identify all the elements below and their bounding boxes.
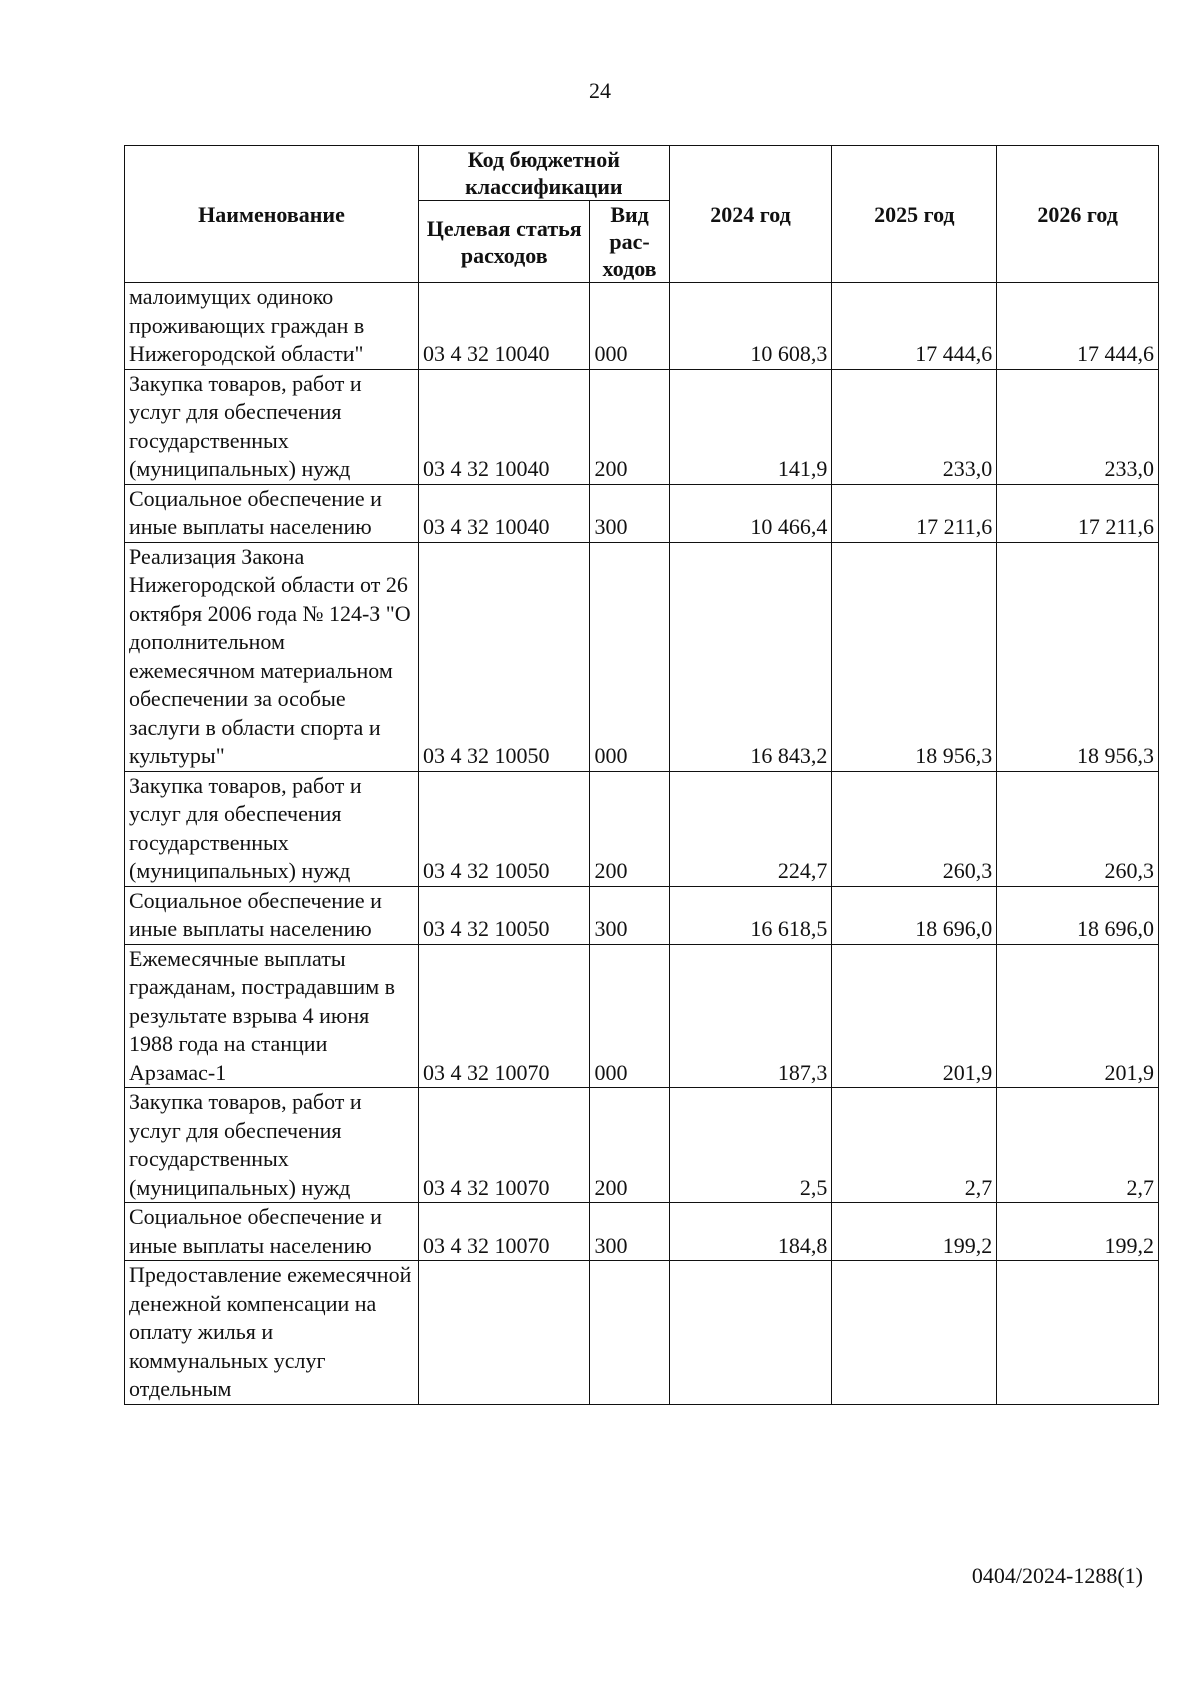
row-name: Социальное обеспечение и иные выплаты населению [125,484,419,542]
row-target-article: 03 4 32 10050 [419,886,590,944]
row-target-article: 03 4 32 10040 [419,369,590,484]
row-value-2025: 18 696,0 [832,886,997,944]
row-value-2025: 18 956,3 [832,542,997,771]
row-expense-type: 000 [590,542,669,771]
table-row [125,484,1159,542]
row-value-2025 [832,1261,997,1405]
row-value-2026: 18 696,0 [997,886,1159,944]
header-code-group: Код бюджетной классификации [419,146,670,201]
row-value-2025: 233,0 [832,369,997,484]
row-expense-type: 300 [590,886,669,944]
row-name: Социальное обеспечение и иные выплаты населению [125,886,419,944]
row-target-article: 03 4 32 10050 [419,542,590,771]
row-target-article: 03 4 32 10070 [419,1088,590,1203]
row-value-2026 [997,1261,1159,1405]
row-expense-type: 200 [590,771,669,886]
row-target-article: 03 4 32 10040 [419,484,590,542]
row-name: Закупка товаров, работ и услуг для обеспечения государственных (муниципальных) нужд [125,1088,419,1203]
table-row [125,771,1159,886]
row-expense-type: 300 [590,1203,669,1261]
budget-table [124,145,1159,1405]
row-target-article: 03 4 32 10040 [419,283,590,370]
row-expense-type: 200 [590,369,669,484]
table-row [125,542,1159,771]
row-name: Предоставление ежемесячной денежной компенсации на оплату жилья и коммунальных услуг отдельным [125,1261,419,1405]
row-target-article: 03 4 32 10070 [419,1203,590,1261]
row-value-2024 [669,1261,832,1405]
row-value-2026: 2,7 [997,1088,1159,1203]
row-expense-type: 000 [590,283,669,370]
header-target-article: Целевая статья расходов [419,201,590,283]
header-year-2024: 2024 год [669,146,832,283]
row-value-2025: 260,3 [832,771,997,886]
row-value-2026: 233,0 [997,369,1159,484]
row-value-2024: 224,7 [669,771,832,886]
row-value-2026: 17 211,6 [997,484,1159,542]
row-value-2024: 184,8 [669,1203,832,1261]
page-number: 24 [589,78,611,103]
row-expense-type: 200 [590,1088,669,1203]
row-value-2025: 2,7 [832,1088,997,1203]
row-value-2025: 17 211,6 [832,484,997,542]
row-expense-type [590,1261,669,1405]
row-name: Ежемесячные выплаты гражданам, пострадавшим в результате взрыва 4 июня 1988 года на станции Арзамас-1 [125,944,419,1088]
header-expense-type: Вид рас-ходов [590,201,669,283]
row-name: Закупка товаров, работ и услуг для обеспечения государственных (муниципальных) нужд [125,771,419,886]
row-value-2026: 17 444,6 [997,283,1159,370]
row-name: Реализация Закона Нижегородской области от 26 октября 2006 года № 124-З "О дополнительном ежемесячном материальном обеспечении за особые заслуги в области спорта и культуры" [125,542,419,771]
row-value-2025: 17 444,6 [832,283,997,370]
row-value-2026: 260,3 [997,771,1159,886]
table-row [125,1203,1159,1261]
row-value-2026: 199,2 [997,1203,1159,1261]
row-target-article: 03 4 32 10070 [419,944,590,1088]
table-row [125,1088,1159,1203]
row-value-2026: 201,9 [997,944,1159,1088]
row-name: Закупка товаров, работ и услуг для обеспечения государственных (муниципальных) нужд [125,369,419,484]
row-value-2024: 2,5 [669,1088,832,1203]
row-name: Социальное обеспечение и иные выплаты населению [125,1203,419,1261]
row-value-2024: 10 466,4 [669,484,832,542]
header-year-2026: 2026 год [997,146,1159,283]
table-body [125,283,1159,1405]
row-value-2025: 199,2 [832,1203,997,1261]
row-name: малоимущих одиноко проживающих граждан в Нижегородской области" [125,283,419,370]
header-year-2025: 2025 год [832,146,997,283]
row-value-2024: 10 608,3 [669,283,832,370]
row-target-article [419,1261,590,1405]
table-row [125,886,1159,944]
row-expense-type: 000 [590,944,669,1088]
row-target-article: 03 4 32 10050 [419,771,590,886]
table-row [125,944,1159,1088]
row-value-2024: 187,3 [669,944,832,1088]
table-row [125,1261,1159,1405]
row-expense-type: 300 [590,484,669,542]
row-value-2024: 16 618,5 [669,886,832,944]
table-header [125,146,1159,283]
table-row [125,369,1159,484]
table-row [125,283,1159,370]
row-value-2024: 16 843,2 [669,542,832,771]
header-name: Наименование [125,146,419,283]
row-value-2025: 201,9 [832,944,997,1088]
row-value-2026: 18 956,3 [997,542,1159,771]
row-value-2024: 141,9 [669,369,832,484]
document-code: 0404/2024-1288(1) [971,1563,1143,1588]
